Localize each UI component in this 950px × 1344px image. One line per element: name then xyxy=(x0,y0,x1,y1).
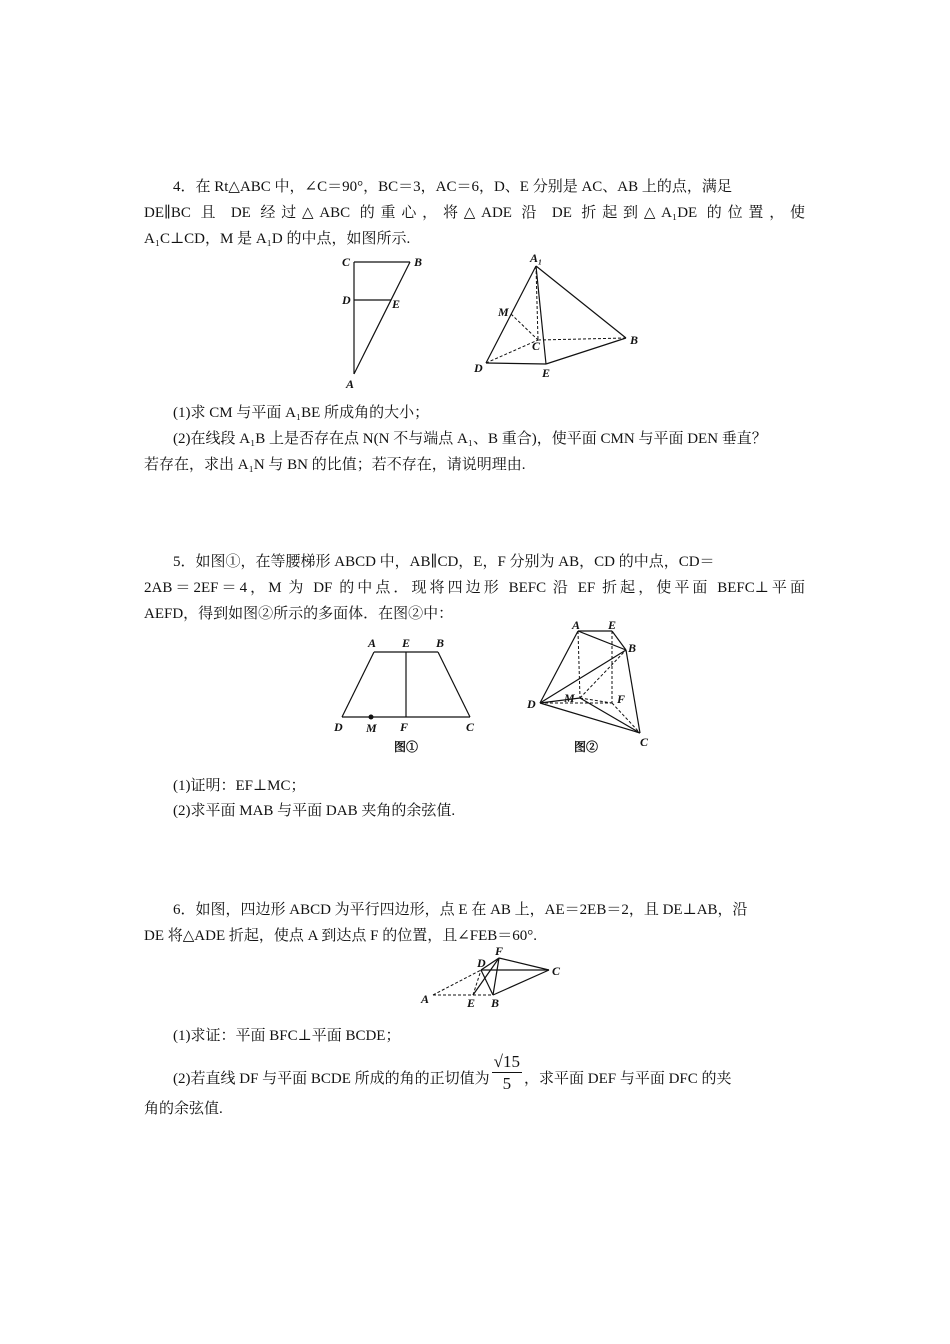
p5-line2: 2AB＝2EF＝4，M 为 DF 的中点．现将四边形 BEFC 沿 EF 折起，使平面 BEFC⊥平面 xyxy=(144,580,805,596)
p5-fig2-label-f: F xyxy=(617,692,626,706)
p6-question1: (1)求证：平面 BFC⊥平面 BCDE； xyxy=(173,1028,401,1044)
p4-fig2-label-m: M xyxy=(498,305,509,319)
p4-fig2-label-d: D xyxy=(474,361,483,375)
p6-question2-suffix: ，求平面 DEF 与平面 DFC 的夹 xyxy=(524,1070,732,1087)
p4-fig2-label-b: B xyxy=(630,333,639,347)
p6-question2-prefix: (2)若直线 DF 与平面 BCDE 所成的角的正切值为 xyxy=(173,1070,490,1087)
p5-fig1-label-f: F xyxy=(400,720,409,734)
p4-question2-line1: (2)在线段 A₁B 上是否存在点 N(N 不与端点 A₁、B 重合)，使平面 CMN 与平面 DEN 垂直？ xyxy=(173,431,767,447)
p4-line3: A₁C⊥CD，M 是 A₁D 的中点，如图所示. xyxy=(144,231,411,247)
p5-fig1-caption: 图① xyxy=(394,740,419,754)
p5-fig2-label-e: E xyxy=(608,618,617,632)
p5-question1: (1)证明：EF⊥MC； xyxy=(173,778,306,794)
p4-question2-line2: 若存在，求出 A₁N 与 BN 的比值；若不存在，请说明理由. xyxy=(144,457,526,473)
p5-fig1-label-e: E xyxy=(402,636,411,650)
p5-fig2-label-a: A xyxy=(572,618,581,632)
p6-question2-line2: 角的余弦值. xyxy=(144,1101,223,1117)
p6-fig-label-d: D xyxy=(477,956,486,970)
p5-figure-polyhedron xyxy=(522,618,657,758)
p6-line1: 6．如图，四边形 ABCD 为平行四边形，点 E 在 AB 上，AE＝2EB＝2，且 DE⊥AB，沿 xyxy=(173,902,748,918)
p6-fig-label-e: E xyxy=(467,996,476,1010)
p5-question2: (2)求平面 MAB 与平面 DAB 夹角的余弦值. xyxy=(173,803,456,819)
p5-fig2-label-d: D xyxy=(527,697,536,711)
p6-fraction-denominator: 5 xyxy=(502,1074,512,1093)
p5-fig2-label-c: C xyxy=(640,735,649,749)
p4-fig1-label-c: C xyxy=(342,255,351,269)
p5-fig1-label-d: D xyxy=(334,720,343,734)
p4-line1: 4．在 Rt△ABC 中，∠C＝90°，BC＝3，AC＝6，D、E 分别是 AC、AB 上的点，满足 xyxy=(173,179,732,195)
p4-question1: (1)求 CM 与平面 A₁BE 所成角的大小； xyxy=(173,405,430,421)
p4-figure-triangle xyxy=(330,250,440,395)
p5-fig1-label-a: A xyxy=(368,636,377,650)
p5-fig1-label-m: M xyxy=(366,721,377,735)
p4-line2: DE∥BC 且 DE 经过△ABC 的重心，将△ADE 沿 DE 折起到△A₁DE 的位置，使 xyxy=(144,205,805,221)
p5-line1: 5．如图①，在等腰梯形 ABCD 中，AB∥CD，E，F 分别为 AB，CD 的中点，CD＝ xyxy=(173,554,715,570)
p5-fig1-label-b: B xyxy=(436,636,445,650)
p4-fig1-label-e: E xyxy=(392,297,401,311)
p5-figure-trapezoid xyxy=(330,635,480,760)
p6-fig-label-f: F xyxy=(495,944,504,958)
p5-fig1-label-c: C xyxy=(466,720,475,734)
p4-fig2-label-c: C xyxy=(532,339,541,353)
p6-fraction-numerator: √15 xyxy=(493,1052,521,1071)
p6-fraction xyxy=(492,1052,522,1095)
p6-question2-line1 xyxy=(173,1052,732,1101)
p5-line3: AEFD，得到如图②所示的多面体．在图②中： xyxy=(144,606,454,622)
p4-fig1-label-d: D xyxy=(342,293,351,307)
p4-figure-folded xyxy=(468,250,648,385)
p5-fig2-label-b: B xyxy=(628,641,637,655)
p6-line2: DE 将△ADE 折起，使点 A 到达点 F 的位置，且∠FEB＝60°. xyxy=(144,928,538,944)
p4-fig1-label-b: B xyxy=(414,255,423,269)
p6-figure xyxy=(415,945,565,1010)
p4-fig1-label-a: A xyxy=(346,377,355,391)
p4-fig2-label-e: E xyxy=(542,366,551,380)
p6-fig-label-a: A xyxy=(421,992,430,1006)
p5-fig2-label-m: M xyxy=(564,691,575,705)
p4-fig2-label-a1: A₁ xyxy=(530,251,543,265)
p6-fig-label-b: B xyxy=(491,996,500,1010)
p6-fig-label-c: C xyxy=(552,964,561,978)
p5-fig2-caption: 图② xyxy=(574,740,599,754)
